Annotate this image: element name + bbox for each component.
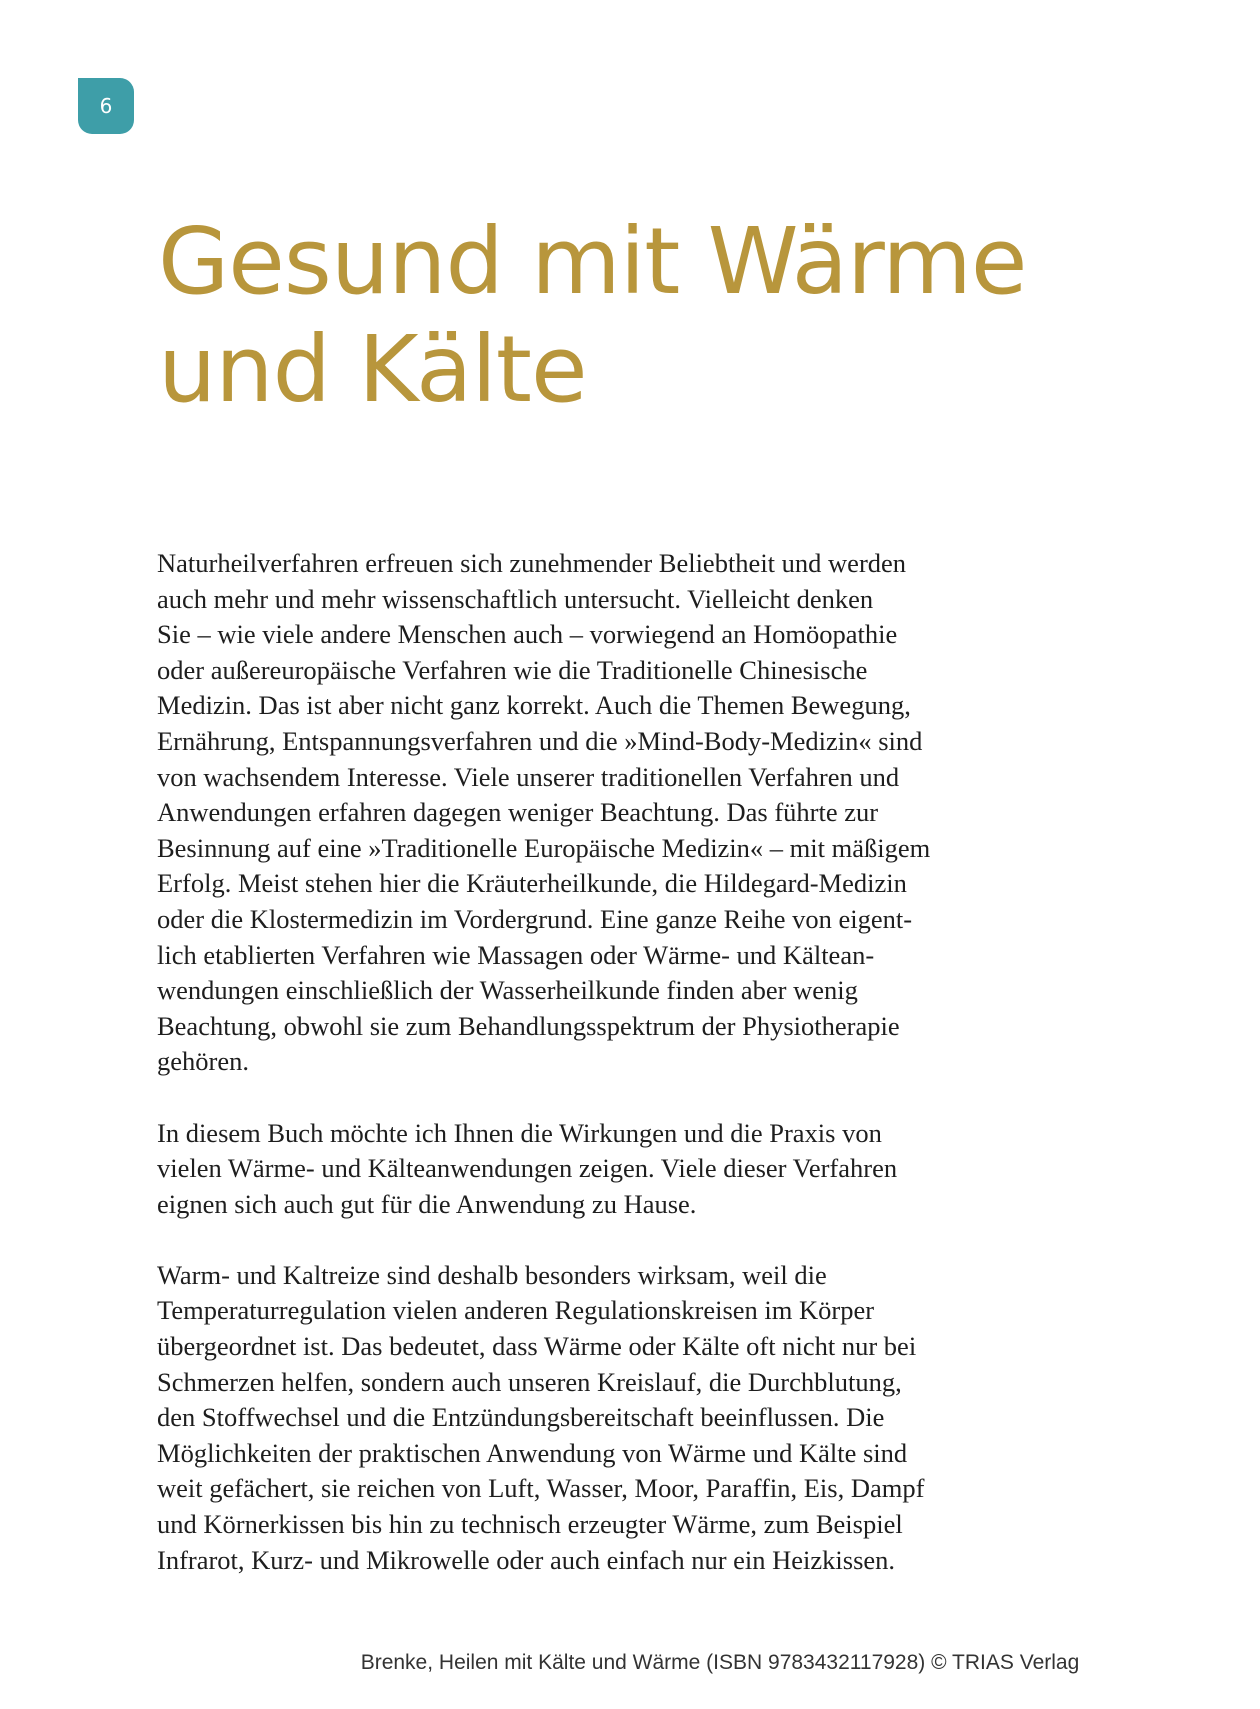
chapter-title-line: Gesund mit Wärme bbox=[158, 208, 1027, 315]
text-line: Anwendungen erfahren dagegen weniger Beachtung. Das führte zur bbox=[157, 797, 879, 828]
page-number: 6 bbox=[99, 94, 113, 118]
text-line: vielen Wärme- und Kälteanwendungen zeigen. Viele dieser Verfahren bbox=[157, 1153, 898, 1184]
text-line: Medizin. Das ist aber nicht ganz korrekt. Auch die Themen Bewegung, bbox=[157, 690, 911, 721]
text-line: den Stoffwechsel und die Entzündungsbereitschaft beeinflussen. Die bbox=[157, 1402, 885, 1433]
text-line: oder außereuropäische Verfahren wie die Traditionelle Chinesische bbox=[157, 654, 868, 685]
chapter-title bbox=[158, 208, 1158, 424]
paragraph-2 bbox=[157, 1116, 987, 1223]
text-line: Temperaturregulation vielen anderen Regulationskreisen im Körper bbox=[157, 1295, 875, 1326]
page-number-badge bbox=[78, 78, 134, 134]
paragraph-1 bbox=[157, 546, 987, 1080]
text-line: Erfolg. Meist stehen hier die Kräuterheilkunde, die Hildegard-Medizin bbox=[157, 868, 907, 899]
text-line: und Körnerkissen bis hin zu technisch erzeugter Wärme, zum Beispiel bbox=[157, 1509, 903, 1540]
text-line: Naturheilverfahren erfreuen sich zunehmender Beliebtheit und werden bbox=[157, 548, 907, 578]
text-line: Warm- und Kaltreize sind deshalb besonders wirksam, weil die bbox=[157, 1259, 827, 1290]
text-line: oder die Klostermedizin im Vordergrund. Eine ganze Reihe von eigent- bbox=[157, 903, 913, 934]
text-line: auch mehr und mehr wissenschaftlich untersucht. Vielleicht denken bbox=[157, 583, 874, 614]
text-line: von wachsendem Interesse. Viele unserer traditionellen Verfahren und bbox=[157, 761, 900, 792]
text-line: übergeordnet ist. Das bedeutet, dass Wärme oder Kälte oft nicht nur bei bbox=[157, 1331, 917, 1362]
text-line: Ernährung, Entspannungsverfahren und die »Mind-Body-Medizin« sind bbox=[157, 725, 923, 756]
text-line: Beachtung, obwohl sie zum Behandlungsspektrum der Physiotherapie bbox=[157, 1010, 900, 1041]
text-line: eignen sich auch gut für die Anwendung zu Hause. bbox=[157, 1188, 697, 1219]
page-footer: Brenke, Heilen mit Kälte und Wärme (ISBN 9783432117928) © TRIAS Verlag bbox=[360, 1651, 1080, 1674]
text-line: Infrarot, Kurz- und Mikrowelle oder auch einfach nur ein Heizkissen. bbox=[157, 1544, 896, 1575]
text-line: weit gefächert, sie reichen von Luft, Wasser, Moor, Paraffin, Eis, Dampf bbox=[157, 1473, 925, 1504]
text-line: Möglichkeiten der praktischen Anwendung von Wärme und Kälte sind bbox=[157, 1437, 908, 1468]
chapter-title-line: und Kälte bbox=[158, 316, 587, 423]
text-line: Sie – wie viele andere Menschen auch – vorwiegend an Homöopathie bbox=[157, 619, 898, 650]
text-line: wendungen einschließlich der Wasserheilkunde finden aber wenig bbox=[157, 975, 858, 1006]
text-line: gehören. bbox=[157, 1046, 249, 1077]
text-line: Besinnung auf eine »Traditionelle Europäische Medizin« – mit mäßigem bbox=[157, 832, 931, 863]
text-line: In diesem Buch möchte ich Ihnen die Wirkungen und die Praxis von bbox=[157, 1117, 882, 1148]
body-text bbox=[157, 546, 987, 1614]
text-line: Schmerzen helfen, sondern auch unseren Kreislauf, die Durchblutung, bbox=[157, 1366, 902, 1397]
text-line: lich etablierten Verfahren wie Massagen oder Wärme- und Kältean- bbox=[157, 939, 875, 970]
paragraph-3 bbox=[157, 1258, 987, 1578]
